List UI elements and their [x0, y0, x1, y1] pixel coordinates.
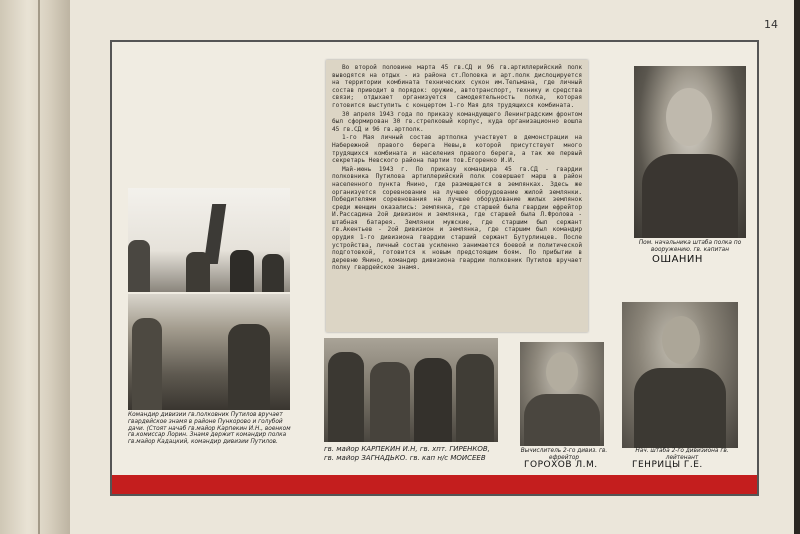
gorokhov-name: ГОРОХОВ Л.М. [524, 460, 598, 470]
genritsy-name: ГЕНРИЦЫ Г.Е. [632, 460, 703, 470]
portrait-torso [642, 154, 738, 238]
gorokhov-portrait [520, 342, 604, 446]
gorokhov-caption: Вычислитель 2-го дивиз. гв. ефрейтор [520, 448, 608, 461]
group-caption-line1: гв. майор КАРПЕКИН И.Н, гв. хпт. ГИРЕНКОВ, [324, 445, 490, 453]
group-caption-line2: гв. майор ЗАГНАДЬКО. гв. кап н/с МОИСЕЕВ [324, 454, 486, 462]
portrait-head [546, 352, 578, 392]
album-binding [0, 0, 70, 534]
oshanin-portrait [634, 66, 746, 238]
album-page [70, 0, 794, 534]
text-paragraph: 30 апреля 1943 года по приказу командующего Ленинградским фронтом был сформирован 30 гв.стрелковый корпус, куда организационно вошла 45 гв.СД и 96 гв.артполк. [332, 110, 582, 133]
oshanin-caption: Пом. начальника штаба полка по вооружению. гв. капитан [638, 240, 742, 253]
soldier-figure [230, 250, 254, 292]
soldier-figure [132, 318, 162, 410]
soldier-figure [228, 324, 270, 410]
portrait-torso [634, 368, 726, 448]
text-paragraph: Май-июнь 1943 г. По приказу командира 45 гв.СД - гвардии полковника Путилова артиллерийский полк совершает марш в район населенного пункта Янино, где размещается в землянках. Здесь же организуется соревнование на лучшее оборудование жилой землянки. Победителями соревнования на лучшее оборудование жилых землянок среди женщин оказались: землянка, где старшей была гвардии ефрейтор И.Рассадина 2ой дивизион и землянка, где старшей была Л.Фролова - штабная батарея. Землянки мужские, где старшим был сержант гв.Акентьев - 2ой дивизион и землянка, где старшим был командир орудия 1-го дивизиона гвардии старший сержант Бутурлинцев. После устройства, личный состав усиленно занимается боевой и политической подготовкой, готовится к новым предстоящим боям. По прибытии в деревню Янино, командир дивизиона гвардии полковник Путилов вручает полку гвардейское знамя. [332, 165, 582, 272]
soldier-figure [262, 254, 284, 292]
page-number: 14 [764, 18, 778, 31]
banner-photo-caption: Командир дивизии гв.полковник Путилов вручает гвардейское знамя в районе Пункорово и голубой дачи. (Стоят начаб гв.майор Карпекин И.Н., военком гв.комиссар Лорин. Знамя держит командир полка гв.майор Кадацкий, командир дивизии Путилов. [128, 412, 291, 446]
typed-text-panel [326, 60, 588, 332]
soldier-figure [186, 252, 210, 292]
officer-figure [328, 352, 364, 442]
content-frame [110, 40, 759, 496]
portrait-head [666, 88, 712, 146]
binding-stripe [38, 0, 40, 534]
officer-figure [456, 354, 494, 442]
officers-group-photo [324, 338, 498, 442]
genritsy-caption: Нач. штаба 2-го дивизиона гв. лейтенант [635, 448, 729, 461]
portrait-head [662, 316, 700, 364]
portrait-torso [524, 394, 600, 446]
soldier-figure [128, 240, 150, 292]
red-band [112, 475, 757, 494]
banner-ceremony-photo-top [128, 188, 290, 292]
text-paragraph: 1-го Мая личный состав артполка участвует в демонстрации на Набережной правого берега Невы,в которой присутствует много трудящихся комбината и населения правого берега, а так же первый секретарь Невского района партии тов.Егоренко И.И. [332, 134, 582, 165]
banner-ceremony-photo-bottom [128, 294, 290, 410]
text-paragraph: Во второй половине марта 45 гв.СД и 96 гв.артиллерийский полк выводятся на отдых - из района ст.Поповка и арт.полк дислоцируется на территории комбината технических сукон им.Тельмана, где личный состав приводит в порядок: оружие, автотранспорт, технику и средства связи; отдыхает организуется самодеятельность полка, которая готовится выступить с концертом 1-го Мая для трудящихся комбината. [332, 64, 582, 109]
oshanin-name: ОШАНИН [652, 254, 703, 265]
officer-figure [414, 358, 452, 442]
officer-figure [370, 362, 410, 442]
genritsy-portrait [622, 302, 738, 448]
